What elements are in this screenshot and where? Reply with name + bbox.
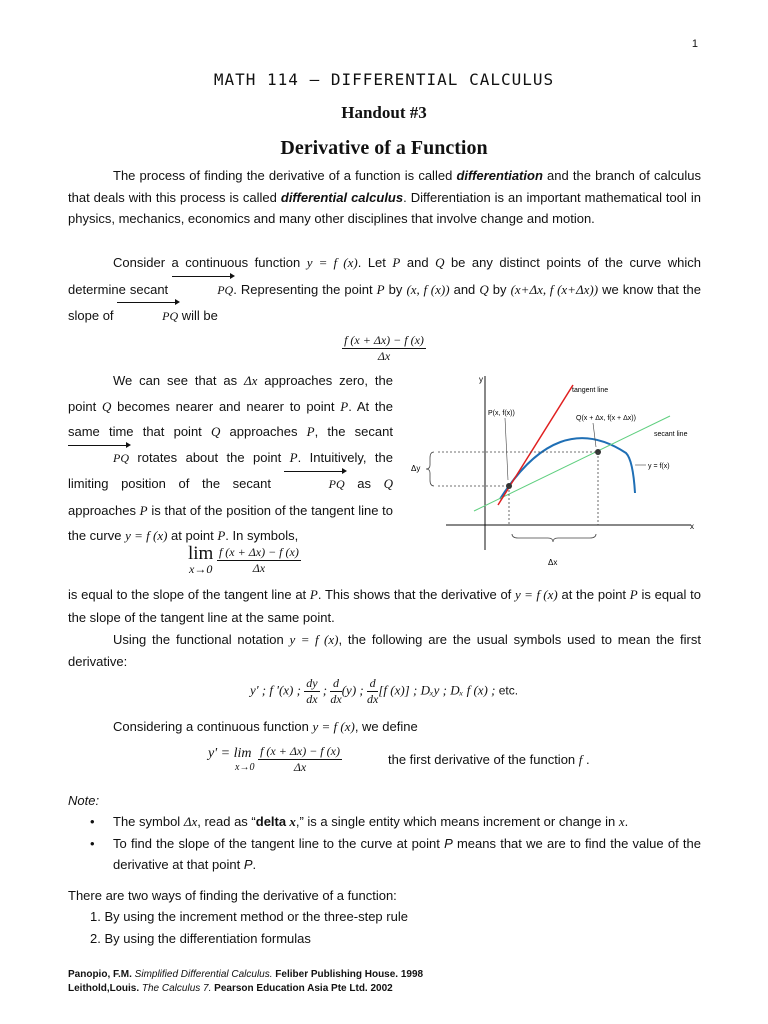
- reference-1: Panopio, F.M. Simplified Differential Calculus. Feliber Publishing House. 1998: [68, 969, 424, 980]
- list-item: 2. By using the differentiation formulas: [90, 930, 311, 946]
- tangent-secant-diagram: [408, 368, 703, 573]
- point-p-label: P(x, f(x)): [488, 410, 515, 417]
- y-axis-label: y: [479, 375, 483, 384]
- point-q-label: Q(x + Δx, f(x + Δx)): [576, 415, 636, 422]
- note-label: Note:: [68, 793, 100, 808]
- curve-label: y = f(x): [648, 463, 670, 470]
- reference-2: Leithold,Louis. The Calculus 7. Pearson Education Asia Pte Ltd. 2002: [68, 983, 393, 994]
- slope-formula: $\frac{f (x + \Delta x) - f (x)}{\Delta x}$: [344, 333, 424, 363]
- page-title: Derivative of a Function: [280, 137, 488, 159]
- limit-expression: lim x→0 $\frac{f (x + \Delta x) - f (x)}{\Delta x}$: [188, 543, 299, 576]
- notes-list: [68, 811, 701, 876]
- notation-paragraph: Using the functional notation y = f (x), the following are the usual symbols used to mean the first derivative:: [68, 632, 701, 669]
- note-item: • The symbol Δx, read as “delta x,” is a single entity which means increment or change in x.: [68, 811, 701, 833]
- references: [68, 968, 423, 996]
- course-title: MATH 114 – DIFFERENTIAL CALCULUS: [213, 70, 555, 89]
- delta-x-label: Δx: [548, 558, 558, 567]
- definition-intro: Considering a continuous function y = f (x), we define: [113, 719, 418, 734]
- handout-label: Handout #3: [341, 103, 427, 122]
- ways-list: [68, 906, 701, 949]
- derivative-definition: y' = lim x→0 $\frac{f (x + \Delta x) - f (x)}{\Delta x}$ the first derivative of the function f .: [207, 744, 590, 774]
- secant-paragraph: Consider a continuous function y = f (x). Let P and Q be any distinct points of the curve which determine secant PQ. Representing the point P by (x, f (x)) and Q by (x+Δx, f (x+Δx)) we know that the slope of PQ will be: [68, 250, 701, 330]
- two-ways-text: There are two ways of finding the derivative of a function:: [68, 888, 397, 903]
- list-item: 1. By using the increment method or the three-step rule: [90, 909, 408, 924]
- x-axis-label: x: [690, 522, 694, 531]
- slope-conclusion-paragraph: is equal to the slope of the tangent line at P. This shows that the derivative of y = f (x) at the point P is equal to the slope of the tangent line at the same point.: [68, 587, 701, 625]
- secant-line-label: secant line: [654, 431, 688, 438]
- limit-paragraph: We can see that as Δx approaches zero, the point Q becomes nearer and nearer to point P. At the same time that point Q approaches P, the secant PQ rotates about the point P. Intuitively, the limiting position of the secant PQ as Q approaches P is that of the position of the tangent line to the curve y = f (x) at point P. In symbols,: [68, 373, 393, 543]
- page-number: 1: [691, 38, 698, 50]
- note-item: • To find the slope of the tangent line to the curve at point P means that we are to find the value of the derivative at that point P.: [68, 833, 701, 876]
- delta-y-label: Δy: [411, 464, 421, 473]
- intro-paragraph: The process of finding the derivative of a function is called differentiation and the branch of calculus that deals with this process is called differential calculus. Differentiation is an important mathematical tool in physics, mechanics, economics and many other disciplines that involve change and motion.: [68, 168, 701, 226]
- derivative-notations: y' ; f '(x) ; $\frac{dy}{dx}$ ; $\frac{d}{dx}$ (y) ; $\frac{d}{dx}$ [f (x)] ; Dₓy ; Dₓ f (x) ; etc.: [249, 676, 519, 706]
- tangent-line-label: tangent line: [572, 387, 609, 394]
